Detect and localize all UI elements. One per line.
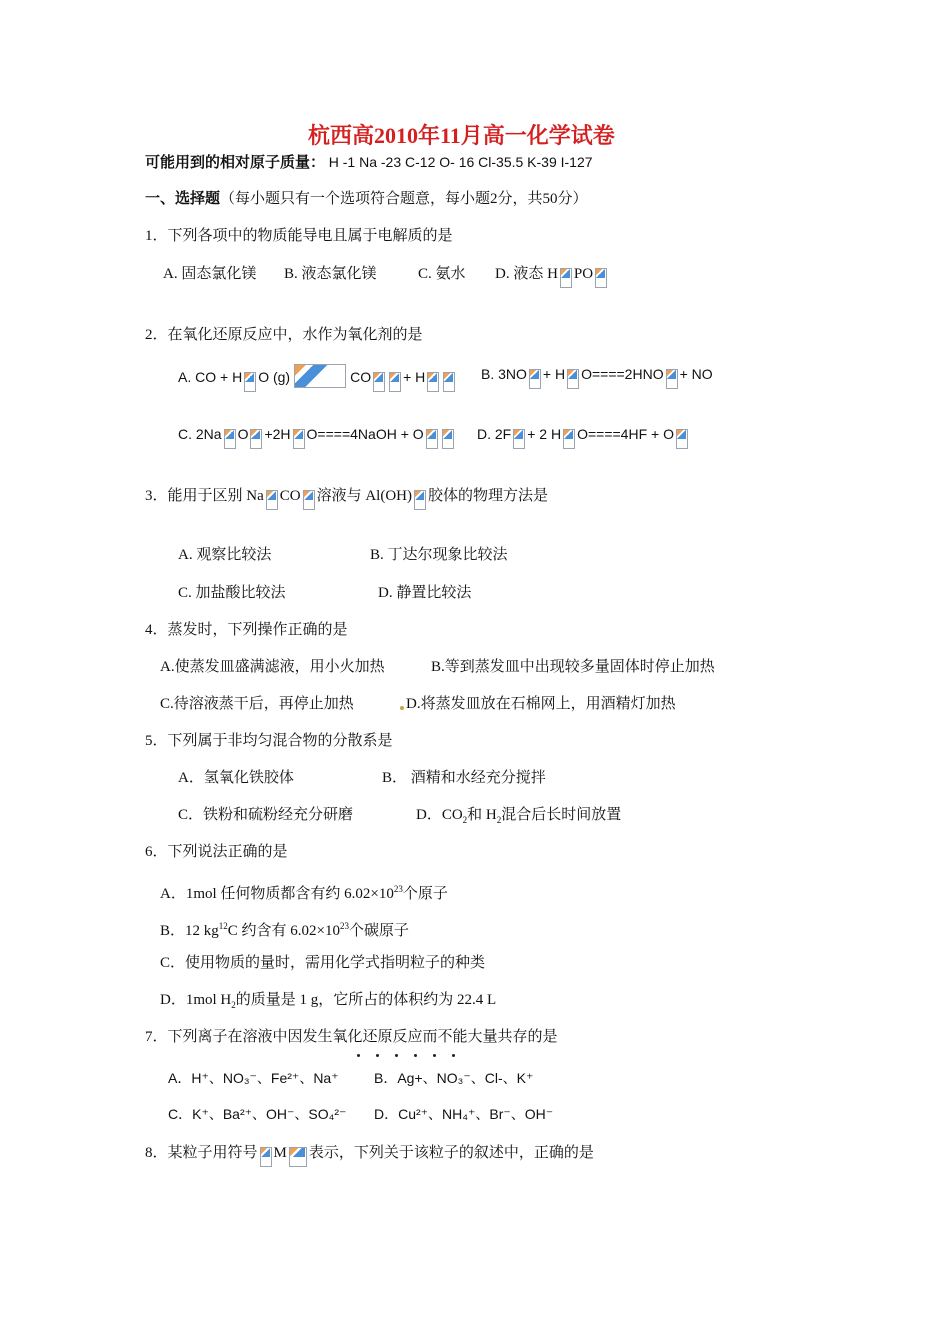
formula-image-icon [303,486,315,510]
q5-option-b: B． 酒精和水经充分搅拌 [382,770,546,786]
q6-d-text-1: D．1mol H [160,992,232,1008]
q2-option-c [178,424,456,449]
section-note: （每小题只有一个选项符合题意，每小题2分，共50分） [220,191,588,207]
q5-d-text-2: 和 H [467,807,497,823]
formula-image-icon [266,486,278,510]
q3-option-a: A. 观察比较法 [178,547,272,563]
formula-image-icon [676,425,688,449]
q4-option-b: B.等到蒸发皿中出现较多量固体时停止加热 [431,659,715,675]
q3-stem-text-1: 3．能用于区别 Na [145,488,264,504]
section-heading [145,189,588,209]
reaction-arrow-image-icon [294,364,346,388]
q2-b-text-4: + NO [679,366,713,382]
atomic-masses-label: 可能用到的相对原子质量： [145,155,326,171]
q1-option-d-text-2: PO [573,266,594,282]
q7-option-d: D．Cu²⁺、NH₄⁺、Br⁻、OH⁻ [374,1106,554,1122]
q6-a-text-1: A．1mol 任何物质都含有约 6.02×10 [160,886,394,902]
q7-option-b: B．Ag+、NO₃⁻、Cl-、K⁺ [374,1070,534,1086]
q1-option-d-text-1: D. 液态 H [495,266,558,282]
q3-stem-text-3: 溶液与 Al(OH) [316,488,412,504]
q5-d-sub-2: 2 [496,815,502,825]
q2-a-text-2: O (g) [258,369,291,385]
q8-stem-text-2: M [273,1145,287,1161]
q2-c-text-4: O====4NaOH + O [306,426,424,442]
q1-stem: 1．下列各项中的物质能导电且属于电解质的是 [145,228,453,244]
q4-option-d-text: D.将蒸发皿放在石棉网上，用酒精灯加热 [406,696,676,712]
formula-image-icon [250,425,262,449]
formula-image-icon [595,264,607,288]
formula-image-icon [560,264,572,288]
q8-stem-text-1: 8．某粒子用符号 [145,1145,258,1161]
formula-image-icon [289,1143,307,1167]
q8-stem [145,1143,594,1167]
emphasis-dots [357,1045,471,1062]
formula-image-icon [529,365,541,389]
q2-d-text-3: O====4HF + O [577,426,674,442]
formula-image-icon [442,425,454,449]
q2-a-text-1: A. CO + H [178,369,243,385]
q6-b-sup-2: 23 [339,921,349,931]
q1-option-a: A. 固态氯化镁 [163,266,257,282]
q6-d-sub: 2 [231,1000,236,1010]
formula-image-icon [293,425,305,449]
atomic-masses-values: H -1 Na -23 C-12 O- 16 Cl-35.5 K-39 I-127 [328,154,593,170]
formula-image-icon [389,368,401,392]
formula-image-icon [244,368,256,392]
q6-b-text-1: B．12 kg [160,923,219,939]
q3-stem [145,486,548,510]
formula-image-icon [414,486,426,510]
q2-b-text-2: + H [542,366,566,382]
q2-c-text-1: C. 2Na [178,426,222,442]
q6-b-sup-1: 12 [218,921,228,931]
q2-option-d [477,424,690,449]
q5-stem: 5．下列属于非均匀混合物的分散系是 [145,733,393,749]
q6-stem: 6．下列说法正确的是 [145,844,288,860]
atomic-masses-line [145,152,593,173]
q6-a-text-2: 个原子 [402,886,448,902]
q6-option-c: C．使用物质的量时，需用化学式指明粒子的种类 [160,955,486,971]
q6-b-text-3: 个碳原子 [348,923,409,939]
q5-option-d [416,805,621,830]
q4-stem: 4．蒸发时，下列操作正确的是 [145,622,348,638]
q3-stem-text-4: 胶体的物理方法是 [428,488,549,504]
formula-image-icon [260,1143,272,1167]
q2-stem: 2．在氧化还原反应中，水作为氧化剂的是 [145,327,423,343]
q3-option-b: B. 丁达尔现象比较法 [370,547,508,563]
formula-image-icon [373,368,385,392]
page-title: 杭西高2010年11月高一化学试卷 [308,123,615,148]
formula-image-icon [513,425,525,449]
formula-image-icon [563,425,575,449]
q5-option-c: C．铁粉和硫粉经充分研磨 [178,807,354,823]
q1-option-b: B. 液态氯化镁 [284,266,377,282]
q1-option-d [495,264,609,288]
q2-a-text-3: CO [350,369,372,385]
q3-stem-text-2: CO [279,488,301,504]
q5-d-sub-1: 2 [462,815,468,825]
formula-image-icon [224,425,236,449]
q7-option-c: C．K⁺、Ba²⁺、OH⁻、SO₄²⁻ [168,1106,347,1122]
q5-d-text-1: D．CO [416,807,463,823]
q5-d-text-3: 混合后长时间放置 [501,807,622,823]
stray-mark [400,706,404,710]
q2-c-text-2: O [237,426,249,442]
q7-stem: 7．下列离子在溶液中因发生氧化还原反应而不能大量共存的是 [145,1029,558,1045]
formula-image-icon [426,425,438,449]
q2-d-text-1: D. 2F [477,426,512,442]
q1-option-c: C. 氨水 [418,266,466,282]
q3-option-c: C. 加盐酸比较法 [178,585,286,601]
q6-d-text-2: 的质量是 1 g，它所占的体积约为 22.4 L [235,992,497,1008]
section-title: 一、选择题 [145,191,221,207]
q2-c-text-3: +2H [264,426,291,442]
q4-option-a: A.使蒸发皿盛满滤液，用小火加热 [160,659,385,675]
q2-d-text-2: + 2 H [527,426,562,442]
q7-option-a: A．H⁺、NO₃⁻、Fe²⁺、Na⁺ [168,1070,339,1086]
q2-b-text-1: B. 3NO [481,366,527,382]
q5-option-a: A．氢氧化铁胶体 [178,770,294,786]
q2-b-text-3: O====2HNO [581,366,664,382]
q2-a-text-4: + H [403,369,426,385]
q6-option-b [160,916,409,941]
q8-stem-text-3: 表示，下列关于该粒子的叙述中，正确的是 [308,1145,594,1161]
formula-image-icon [443,368,455,392]
q6-option-a [160,879,448,904]
q2-option-b [481,364,713,389]
formula-image-icon [427,368,439,392]
q6-b-text-2: C 约含有 6.02×10 [227,923,340,939]
formula-image-icon [567,365,579,389]
q6-option-d [160,990,496,1015]
q6-a-sup: 23 [393,884,403,894]
q3-option-d: D. 静置比较法 [378,585,472,601]
formula-image-icon [666,365,678,389]
q4-option-c: C.待溶液蒸干后，再停止加热 [160,696,354,712]
q2-option-a [178,364,457,392]
q4-option-d [398,694,676,714]
